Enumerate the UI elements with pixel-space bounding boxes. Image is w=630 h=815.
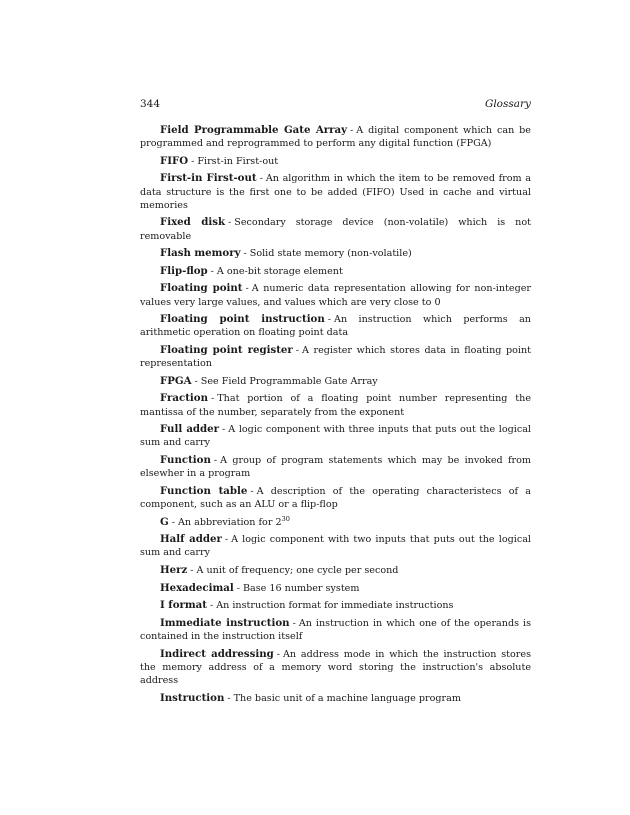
glossary-term: Indirect addressing	[160, 647, 274, 660]
glossary-term: FIFO	[160, 154, 189, 167]
glossary-entry	[140, 599, 531, 612]
glossary-term: Half adder	[160, 533, 222, 546]
glossary-entry	[140, 692, 531, 705]
glossary-entry	[140, 172, 531, 212]
glossary-definition: See Field Programmable Gate Array	[200, 375, 378, 387]
glossary-definition: An algorithm in which the item to be removed from a data structure is the first one to be added (FIFO) Used in cache and virtual memories	[140, 173, 531, 211]
glossary-definition: That portion of a floating point number representing the mantissa of the number, separately from the exponent	[140, 393, 531, 418]
glossary-definition: An instruction which performs an arithmetic operation on floating point data	[140, 314, 531, 339]
glossary-term: Floating point instruction	[160, 313, 325, 326]
glossary-entry	[140, 454, 531, 480]
glossary-entry	[140, 375, 531, 388]
glossary-definition: Secondary storage device (non-volatile) which is not removable	[140, 217, 531, 242]
glossary-term: Function	[160, 453, 211, 466]
glossary-entry	[140, 564, 531, 577]
glossary-entry	[140, 648, 531, 688]
term-separator: -	[245, 283, 249, 295]
glossary-term: I format	[160, 599, 207, 612]
term-separator: -	[171, 516, 175, 528]
glossary-definition: An instruction in which one of the operands is contained in the instruction itself	[140, 617, 531, 642]
glossary-definition: A register which stores data in floating point representation	[140, 344, 531, 370]
glossary-entry	[140, 533, 531, 559]
term-separator: -	[243, 248, 247, 260]
term-separator: -	[213, 454, 218, 466]
glossary-term: Fixed disk	[160, 216, 226, 229]
term-separator: -	[191, 155, 195, 167]
glossary-entry	[140, 344, 531, 370]
glossary-definition: A group of program statements which may be invoked from elsewher in a program	[140, 454, 531, 480]
glossary-definition: An address mode in which the instruction stores the memory address of a memory word storing the instruction's absolute address	[140, 648, 531, 686]
glossary-definition: A numeric data representation allowing for non-integer values very large values, and values which are very close to 0	[140, 283, 531, 308]
glossary-definition: Solid state memory (non-volatile)	[249, 248, 412, 260]
running-title: Glossary	[484, 98, 531, 110]
term-separator: -	[211, 393, 215, 405]
glossary-entry	[140, 516, 531, 529]
term-separator: -	[209, 600, 214, 612]
glossary-definition: A logic component with three inputs that puts out the logical sum and carry	[140, 424, 531, 449]
glossary-term: Flash memory	[160, 247, 241, 260]
glossary-definition: A unit of frequency; one cycle per second	[196, 564, 399, 576]
glossary-definition: A description of the operating characteristecs of a component, such as an ALU or a flip-flop	[140, 485, 531, 510]
term-separator: -	[295, 344, 300, 356]
glossary-term: Herz	[160, 563, 188, 576]
glossary-term: Instruction	[160, 691, 225, 704]
term-separator: -	[292, 617, 296, 629]
term-separator: -	[327, 314, 332, 326]
glossary-term: Function table	[160, 484, 248, 497]
glossary-term: Floating point	[160, 282, 243, 295]
glossary-entry	[140, 155, 531, 168]
term-separator: -	[228, 217, 232, 229]
term-separator: -	[210, 265, 214, 277]
term-separator: -	[236, 582, 240, 594]
glossary-definition: A digital component which can be programmed and reprogrammed to perform any digital function (FPGA)	[140, 125, 531, 150]
glossary-entry	[140, 265, 531, 278]
glossary-definition: A one-bit storage element	[216, 265, 343, 277]
glossary-definition: First-in First-out	[197, 155, 279, 167]
glossary-entry	[140, 582, 531, 595]
term-separator: -	[276, 648, 280, 660]
glossary-term: Fraction	[160, 392, 209, 405]
glossary-definition: An abbreviation for 2	[177, 516, 282, 528]
term-separator: -	[250, 485, 254, 497]
term-separator: -	[222, 424, 226, 436]
term-separator: -	[259, 173, 263, 185]
glossary-entries	[140, 124, 531, 709]
glossary-term: Floating point register	[160, 343, 293, 356]
term-separator: -	[190, 564, 194, 576]
glossary-entry	[140, 313, 531, 339]
glossary-term: G	[160, 515, 169, 528]
glossary-term: Flip-flop	[160, 264, 208, 277]
glossary-term: Full adder	[160, 423, 220, 436]
glossary-definition: Base 16 number system	[242, 582, 360, 594]
glossary-term: Immediate instruction	[160, 616, 290, 629]
glossary-term: Field Programmable Gate Array	[160, 124, 348, 136]
glossary-entry	[140, 617, 531, 643]
glossary-term: FPGA	[160, 374, 192, 387]
term-separator: -	[227, 692, 231, 704]
glossary-entry	[140, 247, 531, 260]
glossary-entry	[140, 282, 531, 308]
glossary-term: Hexadecimal	[160, 581, 234, 594]
term-separator: -	[194, 375, 198, 387]
glossary-entry	[140, 216, 531, 242]
glossary-entry	[140, 124, 531, 150]
term-separator: -	[224, 534, 229, 546]
page-header	[140, 97, 531, 111]
term-separator: -	[350, 125, 354, 136]
page-number: 344	[140, 98, 161, 110]
exponent: 30	[281, 514, 290, 523]
glossary-term: First-in First-out	[160, 172, 257, 185]
glossary-definition: The basic unit of a machine language program	[233, 692, 461, 704]
glossary-entry	[140, 485, 531, 511]
glossary-entry	[140, 392, 531, 418]
glossary-definition: A logic component with two inputs that puts out the logical sum and carry	[140, 534, 531, 559]
glossary-definition: An instruction format for immediate instructions	[216, 600, 454, 612]
glossary-entry	[140, 423, 531, 449]
